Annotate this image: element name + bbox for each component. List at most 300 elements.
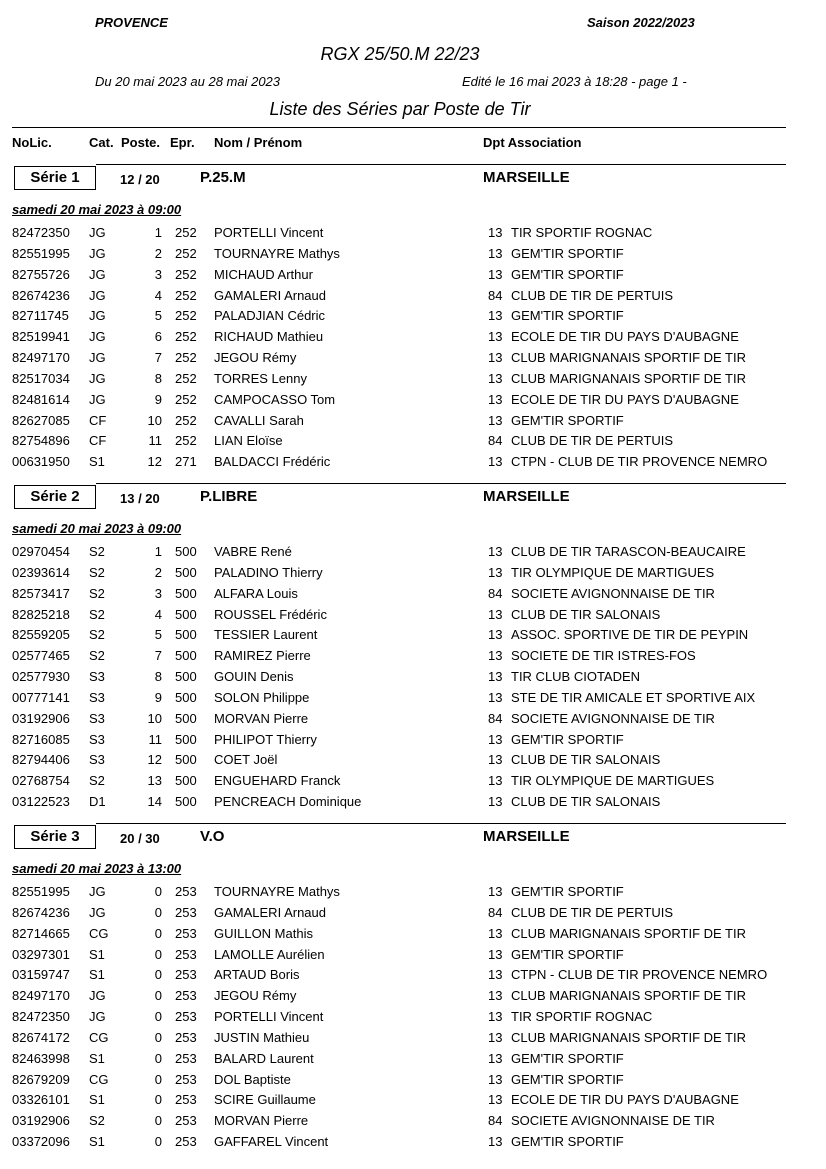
category: S1 bbox=[89, 454, 105, 470]
table-row bbox=[0, 926, 826, 947]
departement: 13 bbox=[488, 1134, 503, 1150]
table-row bbox=[0, 433, 826, 454]
association-name: CLUB DE TIR DE PERTUIS bbox=[511, 287, 674, 303]
category: JG bbox=[89, 287, 106, 303]
table-row bbox=[0, 225, 826, 246]
serie-label: Série 1 bbox=[14, 166, 96, 190]
poste-number: 0 bbox=[154, 1071, 162, 1087]
shooter-name: PALADJIAN Cédric bbox=[214, 308, 326, 324]
licence-number: 82674172 bbox=[12, 1029, 70, 1045]
poste-number: 13 bbox=[147, 773, 162, 789]
shooter-name: TESSIER Laurent bbox=[214, 627, 318, 643]
category: S2 bbox=[89, 648, 105, 664]
licence-number: 82674236 bbox=[12, 287, 70, 303]
departement: 84 bbox=[488, 433, 503, 449]
poste-number: 0 bbox=[154, 1029, 162, 1045]
shooter-name: ALFARA Louis bbox=[214, 585, 298, 601]
departement: 13 bbox=[488, 544, 503, 559]
association-name: CLUB MARIGNANAIS SPORTIF DE TIR bbox=[511, 1029, 747, 1045]
poste-number: 10 bbox=[147, 710, 162, 726]
shooter-name: GAFFAREL Vincent bbox=[214, 1134, 329, 1150]
category: S2 bbox=[89, 544, 105, 559]
departement: 13 bbox=[488, 606, 503, 622]
association-name: GEM'TIR SPORTIF bbox=[511, 884, 624, 899]
category: S3 bbox=[89, 731, 105, 747]
poste-number: 10 bbox=[147, 412, 162, 428]
licence-number: 82674236 bbox=[12, 904, 70, 920]
licence-number: 82755726 bbox=[12, 266, 70, 282]
serie-label: Série 3 bbox=[14, 825, 96, 849]
departement: 13 bbox=[488, 1009, 503, 1025]
serie-discipline: P.25.M bbox=[200, 169, 246, 186]
departement: 13 bbox=[488, 1071, 503, 1087]
association-name: ECOLE DE TIR DU PAYS D'AUBAGNE bbox=[511, 391, 739, 407]
departement: 13 bbox=[488, 370, 503, 386]
epreuve-code: 252 bbox=[175, 225, 197, 240]
poste-number: 14 bbox=[147, 794, 162, 810]
departement: 13 bbox=[488, 946, 503, 962]
category: JG bbox=[89, 904, 106, 920]
epreuve-code: 253 bbox=[175, 1009, 197, 1025]
table-row bbox=[0, 565, 826, 586]
association-name: CTPN - CLUB DE TIR PROVENCE NEMRO bbox=[511, 967, 768, 983]
departement: 13 bbox=[488, 731, 503, 747]
licence-number: 82551995 bbox=[12, 884, 70, 899]
poste-number: 12 bbox=[147, 752, 162, 768]
licence-number: 03192906 bbox=[12, 1113, 70, 1129]
association-name: ECOLE DE TIR DU PAYS D'AUBAGNE bbox=[511, 329, 739, 345]
shooter-name: PORTELLI Vincent bbox=[214, 225, 324, 240]
table-row bbox=[0, 773, 826, 794]
epreuve-code: 500 bbox=[175, 564, 197, 580]
poste-number: 8 bbox=[154, 370, 162, 386]
departement: 13 bbox=[488, 1092, 503, 1108]
table-row bbox=[0, 669, 826, 690]
association-name: CLUB MARIGNANAIS SPORTIF DE TIR bbox=[511, 350, 747, 366]
table-row bbox=[0, 1051, 826, 1072]
shooter-name: PENCREACH Dominique bbox=[214, 794, 362, 810]
shooter-name: PHILIPOT Thierry bbox=[214, 731, 317, 747]
category: CF bbox=[89, 412, 107, 428]
poste-number: 0 bbox=[154, 1050, 162, 1066]
epreuve-code: 253 bbox=[175, 1113, 197, 1129]
departement: 13 bbox=[488, 773, 503, 789]
association-name: GEM'TIR SPORTIF bbox=[511, 412, 624, 428]
shooter-name: LIAN Eloïse bbox=[214, 433, 283, 449]
licence-number: 82716085 bbox=[12, 731, 70, 747]
poste-number: 11 bbox=[148, 433, 162, 449]
association-name: CLUB DE TIR SALONAIS bbox=[511, 606, 661, 622]
table-row bbox=[0, 1009, 826, 1030]
licence-number: 82497170 bbox=[12, 350, 70, 366]
region-label: PROVENCE bbox=[95, 15, 168, 30]
departement: 84 bbox=[488, 287, 503, 303]
table-row bbox=[0, 1092, 826, 1113]
association-name: CLUB DE TIR DE PERTUIS bbox=[511, 904, 674, 920]
table-row bbox=[0, 413, 826, 434]
epreuve-code: 500 bbox=[175, 689, 197, 705]
shooter-name: PALADINO Thierry bbox=[214, 564, 323, 580]
serie-city: MARSEILLE bbox=[483, 169, 570, 186]
licence-number: 82754896 bbox=[12, 433, 70, 449]
licence-number: 02577465 bbox=[12, 648, 70, 664]
licence-number: 03122523 bbox=[12, 794, 70, 810]
category: S2 bbox=[89, 564, 105, 580]
table-row bbox=[0, 794, 826, 815]
poste-number: 7 bbox=[154, 350, 162, 366]
shooter-name: SOLON Philippe bbox=[214, 689, 310, 705]
category: S1 bbox=[89, 1092, 105, 1108]
poste-number: 8 bbox=[154, 669, 162, 685]
category: S1 bbox=[89, 967, 105, 983]
shooter-name: CAVALLI Sarah bbox=[214, 412, 304, 428]
licence-number: 02768754 bbox=[12, 773, 70, 789]
category: S1 bbox=[89, 1134, 105, 1150]
category: CG bbox=[89, 1029, 109, 1045]
departement: 84 bbox=[488, 710, 503, 726]
departement: 13 bbox=[488, 564, 503, 580]
epreuve-code: 500 bbox=[175, 710, 197, 726]
licence-number: 82794406 bbox=[12, 752, 70, 768]
association-name: SOCIETE AVIGNONNAISE DE TIR bbox=[511, 585, 715, 601]
category: JG bbox=[89, 988, 106, 1004]
serie-count: 12 / 20 bbox=[120, 172, 160, 187]
departement: 13 bbox=[488, 988, 503, 1004]
serie-rows bbox=[0, 225, 826, 475]
poste-number: 6 bbox=[154, 329, 162, 345]
shooter-name: RAMIREZ Pierre bbox=[214, 648, 311, 664]
epreuve-code: 253 bbox=[175, 1050, 197, 1066]
association-name: TIR OLYMPIQUE DE MARTIGUES bbox=[511, 564, 715, 580]
poste-number: 0 bbox=[154, 988, 162, 1004]
serie-date: samedi 20 mai 2023 à 09:00 bbox=[12, 521, 182, 536]
col-header-dpt-asso: Dpt Association bbox=[483, 135, 582, 150]
shooter-name: BALDACCI Frédéric bbox=[214, 454, 331, 470]
licence-number: 03372096 bbox=[12, 1134, 70, 1150]
association-name: GEM'TIR SPORTIF bbox=[511, 731, 624, 747]
epreuve-code: 253 bbox=[175, 946, 197, 962]
table-row bbox=[0, 947, 826, 968]
epreuve-code: 253 bbox=[175, 1134, 197, 1150]
poste-number: 7 bbox=[154, 648, 162, 664]
serie-rows bbox=[0, 544, 826, 815]
serie-count: 20 / 30 bbox=[120, 831, 160, 846]
category: CG bbox=[89, 1071, 109, 1087]
shooter-name: TORRES Lenny bbox=[214, 370, 307, 386]
poste-number: 5 bbox=[154, 308, 162, 324]
association-name: CLUB DE TIR SALONAIS bbox=[511, 752, 661, 768]
serie-discipline: P.LIBRE bbox=[200, 488, 258, 505]
table-row bbox=[0, 350, 826, 371]
season-label: Saison 2022/2023 bbox=[587, 15, 695, 30]
table-row bbox=[0, 267, 826, 288]
licence-number: 82463998 bbox=[12, 1050, 70, 1066]
col-header-poste: Poste. bbox=[121, 135, 161, 150]
licence-number: 82519941 bbox=[12, 329, 70, 345]
category: JG bbox=[89, 1009, 106, 1025]
licence-number: 00777141 bbox=[12, 689, 70, 705]
poste-number: 0 bbox=[154, 1092, 162, 1108]
poste-number: 12 bbox=[147, 454, 162, 470]
table-row bbox=[0, 544, 826, 565]
shooter-name: GOUIN Denis bbox=[214, 669, 294, 685]
association-name: CTPN - CLUB DE TIR PROVENCE NEMRO bbox=[511, 454, 768, 470]
epreuve-code: 252 bbox=[175, 391, 197, 407]
licence-number: 82497170 bbox=[12, 988, 70, 1004]
category: JG bbox=[89, 329, 106, 345]
category: D1 bbox=[89, 794, 106, 810]
departement: 13 bbox=[488, 391, 503, 407]
epreuve-code: 252 bbox=[175, 329, 197, 345]
table-row bbox=[0, 308, 826, 329]
shooter-name: MORVAN Pierre bbox=[214, 1113, 309, 1129]
epreuve-code: 252 bbox=[175, 245, 197, 261]
table-row bbox=[0, 905, 826, 926]
shooter-name: ARTAUD Boris bbox=[214, 967, 300, 983]
epreuve-code: 253 bbox=[175, 925, 197, 941]
col-header-cat: Cat. bbox=[89, 135, 114, 150]
shooter-name: LAMOLLE Aurélien bbox=[214, 946, 325, 962]
departement: 13 bbox=[488, 308, 503, 324]
association-name: CLUB MARIGNANAIS SPORTIF DE TIR bbox=[511, 925, 747, 941]
epreuve-code: 253 bbox=[175, 1029, 197, 1045]
table-row bbox=[0, 711, 826, 732]
shooter-name: RICHAUD Mathieu bbox=[214, 329, 324, 345]
table-row bbox=[0, 586, 826, 607]
association-name: CLUB MARIGNANAIS SPORTIF DE TIR bbox=[511, 988, 747, 1004]
epreuve-code: 500 bbox=[175, 669, 197, 685]
poste-number: 0 bbox=[154, 1134, 162, 1150]
poste-number: 2 bbox=[154, 564, 162, 580]
shooter-name: PORTELLI Vincent bbox=[214, 1009, 324, 1025]
category: S2 bbox=[89, 585, 105, 601]
shooter-name: TOURNAYRE Mathys bbox=[214, 245, 340, 261]
epreuve-code: 252 bbox=[175, 412, 197, 428]
epreuve-code: 253 bbox=[175, 1092, 197, 1108]
epreuve-code: 252 bbox=[175, 370, 197, 386]
category: JG bbox=[89, 350, 106, 366]
poste-number: 0 bbox=[154, 967, 162, 983]
association-name: CLUB DE TIR TARASCON-BEAUCAIRE bbox=[511, 544, 746, 559]
epreuve-code: 500 bbox=[175, 648, 197, 664]
poste-number: 2 bbox=[154, 245, 162, 261]
association-name: TIR CLUB CIOTADEN bbox=[511, 669, 641, 685]
col-header-epr: Epr. bbox=[170, 135, 195, 150]
departement: 13 bbox=[488, 925, 503, 941]
poste-number: 0 bbox=[154, 1009, 162, 1025]
shooter-name: JEGOU Rémy bbox=[214, 350, 297, 366]
serie-divider bbox=[96, 483, 786, 484]
category: S3 bbox=[89, 752, 105, 768]
association-name: TIR SPORTIF ROGNAC bbox=[511, 225, 653, 240]
shooter-name: DOL Baptiste bbox=[214, 1071, 291, 1087]
departement: 13 bbox=[488, 884, 503, 899]
poste-number: 3 bbox=[154, 585, 162, 601]
serie-divider bbox=[96, 823, 786, 824]
epreuve-code: 500 bbox=[175, 794, 197, 810]
departement: 13 bbox=[488, 1050, 503, 1066]
licence-number: 03192906 bbox=[12, 710, 70, 726]
table-row bbox=[0, 371, 826, 392]
association-name: CLUB DE TIR SALONAIS bbox=[511, 794, 661, 810]
shooter-name: COET Joël bbox=[214, 752, 278, 768]
association-name: TIR OLYMPIQUE DE MARTIGUES bbox=[511, 773, 715, 789]
shooter-name: JEGOU Rémy bbox=[214, 988, 297, 1004]
departement: 13 bbox=[488, 627, 503, 643]
epreuve-code: 271 bbox=[175, 454, 197, 470]
table-row bbox=[0, 884, 826, 905]
category: JG bbox=[89, 884, 106, 899]
licence-number: 02393614 bbox=[12, 564, 70, 580]
departement: 13 bbox=[488, 225, 503, 240]
departement: 13 bbox=[488, 648, 503, 664]
category: S3 bbox=[89, 710, 105, 726]
shooter-name: ROUSSEL Frédéric bbox=[214, 606, 327, 622]
departement: 84 bbox=[488, 904, 503, 920]
departement: 13 bbox=[488, 412, 503, 428]
serie-label: Série 2 bbox=[14, 485, 96, 509]
licence-number: 82472350 bbox=[12, 225, 70, 240]
table-row bbox=[0, 246, 826, 267]
category: JG bbox=[89, 391, 106, 407]
shooter-name: JUSTIN Mathieu bbox=[214, 1029, 310, 1045]
category: S1 bbox=[89, 1050, 105, 1066]
licence-number: 82551995 bbox=[12, 245, 70, 261]
table-row bbox=[0, 454, 826, 475]
table-row bbox=[0, 988, 826, 1009]
category: CG bbox=[89, 925, 109, 941]
category: S2 bbox=[89, 606, 105, 622]
association-name: CLUB MARIGNANAIS SPORTIF DE TIR bbox=[511, 370, 747, 386]
header-divider bbox=[12, 127, 786, 128]
licence-number: 82825218 bbox=[12, 606, 70, 622]
departement: 13 bbox=[488, 245, 503, 261]
table-row bbox=[0, 752, 826, 773]
category: S2 bbox=[89, 627, 105, 643]
list-title: Liste des Séries par Poste de Tir bbox=[269, 99, 531, 119]
departement: 13 bbox=[488, 454, 503, 470]
epreuve-code: 253 bbox=[175, 904, 197, 920]
epreuve-code: 252 bbox=[175, 287, 197, 303]
table-row bbox=[0, 288, 826, 309]
licence-number: 82714665 bbox=[12, 925, 70, 941]
epreuve-code: 253 bbox=[175, 884, 197, 899]
epreuve-code: 500 bbox=[175, 773, 197, 789]
licence-number: 82573417 bbox=[12, 585, 70, 601]
poste-number: 4 bbox=[154, 606, 162, 622]
shooter-name: MICHAUD Arthur bbox=[214, 266, 313, 282]
association-name: GEM'TIR SPORTIF bbox=[511, 308, 624, 324]
serie-discipline: V.O bbox=[200, 828, 225, 845]
table-row bbox=[0, 648, 826, 669]
licence-number: 03297301 bbox=[12, 946, 70, 962]
table-row bbox=[0, 1113, 826, 1134]
table-row bbox=[0, 690, 826, 711]
departement: 13 bbox=[488, 794, 503, 810]
shooter-name: GAMALERI Arnaud bbox=[214, 904, 326, 920]
association-name: ASSOC. SPORTIVE DE TIR DE PEYPIN bbox=[511, 627, 749, 643]
association-name: GEM'TIR SPORTIF bbox=[511, 1134, 624, 1150]
departement: 13 bbox=[488, 266, 503, 282]
epreuve-code: 500 bbox=[175, 731, 197, 747]
licence-number: 82559205 bbox=[12, 627, 70, 643]
association-name: SOCIETE AVIGNONNAISE DE TIR bbox=[511, 1113, 715, 1129]
table-row bbox=[0, 329, 826, 350]
epreuve-code: 500 bbox=[175, 606, 197, 622]
departement: 13 bbox=[488, 350, 503, 366]
association-name: GEM'TIR SPORTIF bbox=[511, 245, 624, 261]
poste-number: 9 bbox=[154, 391, 162, 407]
col-header-nom: Nom / Prénom bbox=[214, 135, 303, 150]
licence-number: 02970454 bbox=[12, 544, 70, 559]
epreuve-code: 253 bbox=[175, 988, 197, 1004]
shooter-name: BALARD Laurent bbox=[214, 1050, 314, 1066]
serie-city: MARSEILLE bbox=[483, 488, 570, 505]
serie-count: 13 / 20 bbox=[120, 491, 160, 506]
association-name: GEM'TIR SPORTIF bbox=[511, 946, 624, 962]
date-range: Du 20 mai 2023 au 28 mai 2023 bbox=[95, 74, 281, 89]
table-row bbox=[0, 732, 826, 753]
poste-number: 11 bbox=[148, 731, 162, 747]
category: S3 bbox=[89, 669, 105, 685]
poste-number: 4 bbox=[154, 287, 162, 303]
edit-info: Edité le 16 mai 2023 à 18:28 - page 1 - bbox=[462, 74, 687, 89]
licence-number: 82472350 bbox=[12, 1009, 70, 1025]
poste-number: 0 bbox=[154, 1113, 162, 1129]
association-name: STE DE TIR AMICALE ET SPORTIVE AIX bbox=[511, 689, 756, 705]
col-header-lic: NoLic. bbox=[12, 135, 52, 150]
serie-city: MARSEILLE bbox=[483, 828, 570, 845]
association-name: SOCIETE DE TIR ISTRES-FOS bbox=[511, 648, 696, 664]
association-name: TIR SPORTIF ROGNAC bbox=[511, 1009, 653, 1025]
licence-number: 82627085 bbox=[12, 412, 70, 428]
serie-rows bbox=[0, 884, 826, 1155]
epreuve-code: 500 bbox=[175, 752, 197, 768]
table-row bbox=[0, 1072, 826, 1093]
epreuve-code: 253 bbox=[175, 967, 197, 983]
event-title: RGX 25/50.M 22/23 bbox=[320, 44, 480, 64]
departement: 13 bbox=[488, 669, 503, 685]
category: JG bbox=[89, 370, 106, 386]
table-row bbox=[0, 1030, 826, 1051]
poste-number: 5 bbox=[154, 627, 162, 643]
table-row bbox=[0, 1134, 826, 1155]
departement: 13 bbox=[488, 967, 503, 983]
category: JG bbox=[89, 266, 106, 282]
departement: 13 bbox=[488, 689, 503, 705]
shooter-name: GAMALERI Arnaud bbox=[214, 287, 326, 303]
licence-number: 03326101 bbox=[12, 1092, 70, 1108]
association-name: GEM'TIR SPORTIF bbox=[511, 266, 624, 282]
poste-number: 1 bbox=[154, 225, 162, 240]
epreuve-code: 252 bbox=[175, 433, 197, 449]
licence-number: 03159747 bbox=[12, 967, 70, 983]
epreuve-code: 252 bbox=[175, 308, 197, 324]
table-row bbox=[0, 967, 826, 988]
epreuve-code: 500 bbox=[175, 627, 197, 643]
epreuve-code: 252 bbox=[175, 266, 197, 282]
association-name: GEM'TIR SPORTIF bbox=[511, 1050, 624, 1066]
category: JG bbox=[89, 308, 106, 324]
serie-divider bbox=[96, 164, 786, 165]
licence-number: 82517034 bbox=[12, 370, 70, 386]
poste-number: 0 bbox=[154, 904, 162, 920]
association-name: CLUB DE TIR DE PERTUIS bbox=[511, 433, 674, 449]
departement: 13 bbox=[488, 329, 503, 345]
category: JG bbox=[89, 225, 106, 240]
category: S1 bbox=[89, 946, 105, 962]
epreuve-code: 252 bbox=[175, 350, 197, 366]
